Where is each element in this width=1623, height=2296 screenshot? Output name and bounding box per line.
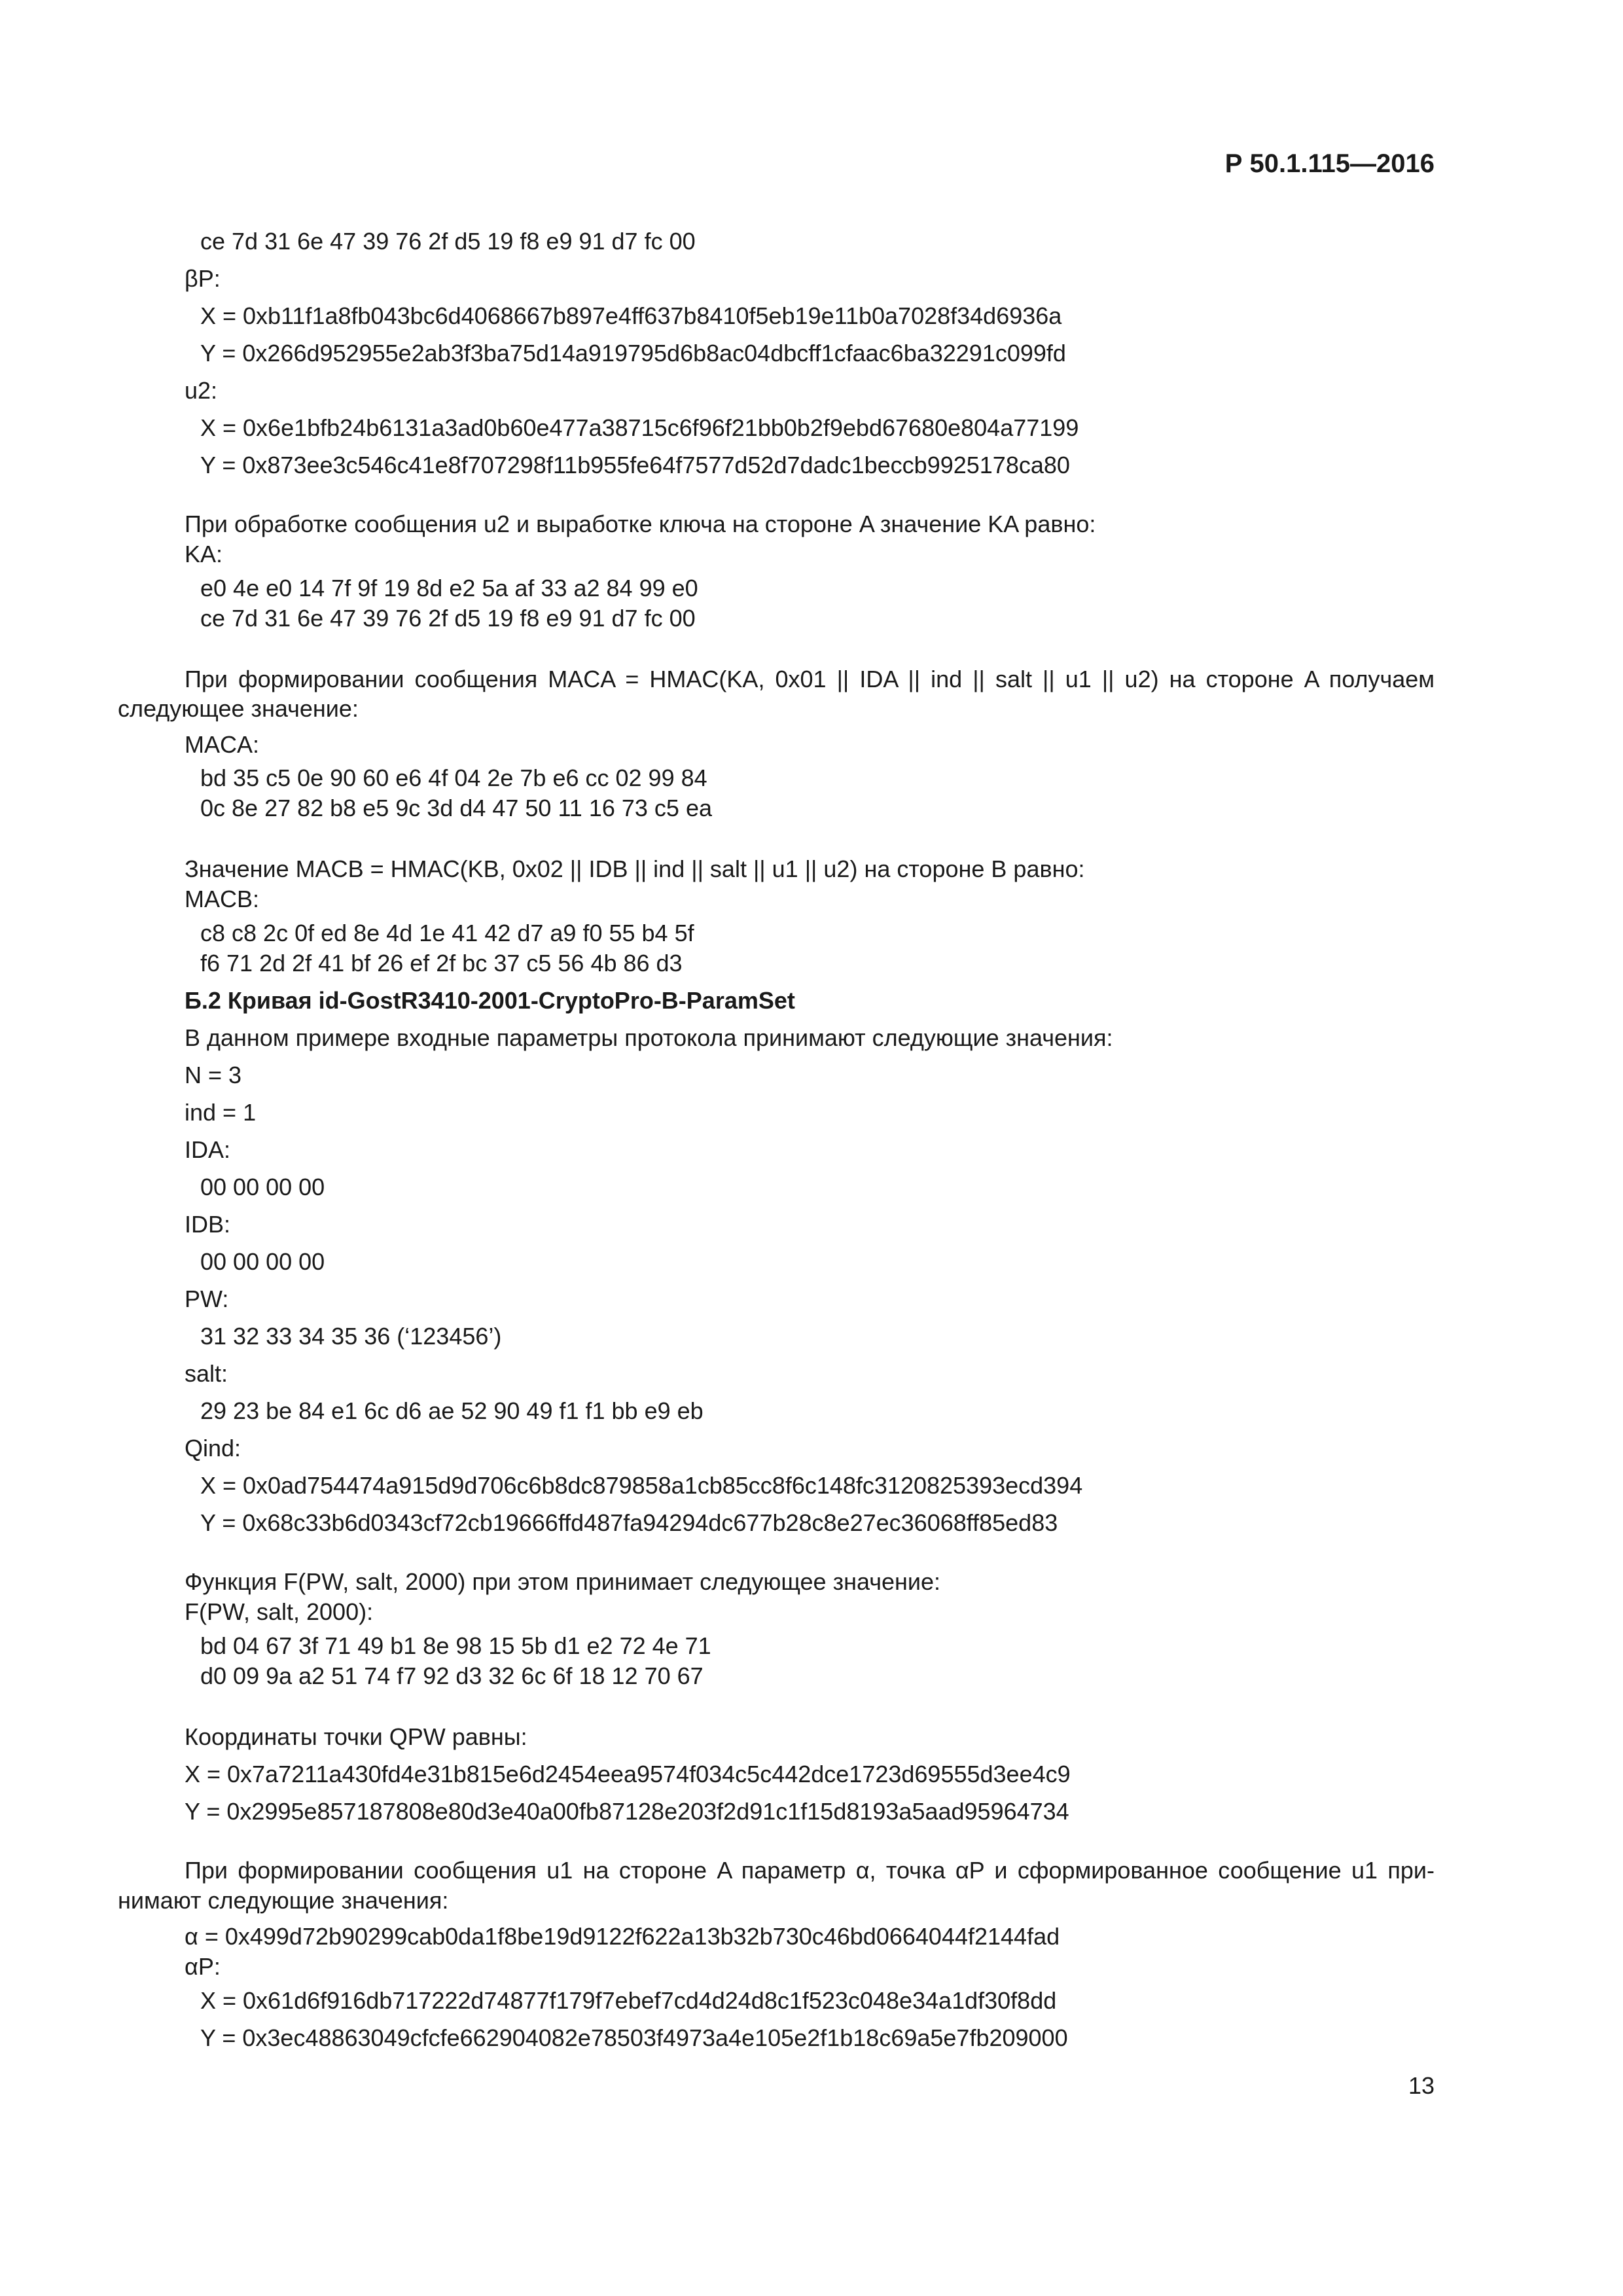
key-hex-continuation: ce 7d 31 6e 47 39 76 2f d5 19 f8 e9 91 d7 fc 00 — [200, 228, 696, 255]
f-hex-line-1: bd 04 67 3f 71 49 b1 8e 98 15 5b d1 e2 72 4e 71 — [200, 1632, 711, 1659]
idb-label: IDB: — [185, 1211, 231, 1238]
ka-hex-line-2: ce 7d 31 6e 47 39 76 2f d5 19 f8 e9 91 d7 fc 00 — [200, 605, 696, 632]
pw-label: PW: — [185, 1285, 229, 1312]
n-value: N = 3 — [185, 1062, 242, 1088]
idb-value: 00 00 00 00 — [200, 1248, 325, 1275]
qpw-intro: Координаты точки QPW равны: — [185, 1723, 527, 1750]
u2-x: X = 0x6e1bfb24b6131a3ad0b60e477a38715c6f96f21bb0b2f9ebd67680e804a77199 — [200, 414, 1079, 441]
macb-intro: Значение MACB = HMAC(KB, 0x02 || IDB || ind || salt || u1 || u2) на стороне B равно: — [185, 855, 1085, 882]
u2-y: Y = 0x873ee3c546c41e8f707298f11b955fe64f7577d52d7dadc1beccb9925178ca80 — [200, 452, 1070, 478]
params-intro: В данном примере входные параметры протокола принимают следующие значения: — [185, 1024, 1113, 1051]
salt-value: 29 23 be 84 e1 6c d6 ae 52 90 49 f1 f1 bb e9 eb — [200, 1397, 704, 1424]
ida-label: IDA: — [185, 1136, 231, 1163]
alpha-p-y: Y = 0x3ec48863049cfcfe662904082e78503f4973a4e105e2f1b18c69a5e7fb209000 — [200, 2024, 1068, 2051]
maca-intro-line-2: следующее значение: — [118, 695, 359, 722]
beta-p-label: βP: — [185, 265, 221, 292]
f-hex-line-2: d0 09 9a a2 51 74 f7 92 d3 32 6c 6f 18 12 70 67 — [200, 1662, 704, 1689]
ka-intro: При обработке сообщения u2 и выработке ключа на стороне A значение KA равно: — [185, 511, 1096, 537]
macb-hex-line-2: f6 71 2d 2f 41 bf 26 ef 2f bc 37 c5 56 4b 86 d3 — [200, 950, 683, 977]
page-number: 13 — [1408, 2072, 1435, 2099]
qind-y: Y = 0x68c33b6d0343cf72cb19666ffd487fa94294dc677b28c8e27ec36068ff85ed83 — [200, 1509, 1058, 1536]
document-number-header: Р 50.1.115—2016 — [1224, 149, 1435, 178]
ka-hex-line-1: e0 4e e0 14 7f 9f 19 8d e2 5a af 33 a2 84 99 e0 — [200, 575, 698, 601]
pw-value: 31 32 33 34 35 36 (‘123456’) — [200, 1323, 502, 1350]
u1-intro-line-2: нимают следующие значения: — [118, 1887, 449, 1914]
macb-hex-line-1: c8 c8 2c 0f ed 8e 4d 1e 41 42 d7 a9 f0 55 b4 5f — [200, 920, 694, 946]
ind-value: ind = 1 — [185, 1099, 257, 1126]
alpha-p-x: X = 0x61d6f916db717222d74877f179f7ebef7cd4d24d8c1f523c048e34a1df30f8dd — [200, 1987, 1057, 2014]
u1-intro-line-1: При формировании сообщения u1 на стороне A параметр α, точка αP и сформированное сообщение u1 при- — [185, 1857, 1435, 1884]
qpw-x: X = 0x7a7211a430fd4e31b815e6d2454eea9574f034c5c442dce1723d69555d3ee4c9 — [185, 1761, 1071, 1787]
qpw-y: Y = 0x2995e857187808e80d3e40a00fb87128e203f2d91c1f15d8193a5aad95964734 — [185, 1798, 1069, 1825]
f-intro: Функция F(PW, salt, 2000) при этом принимает следующее значение: — [185, 1568, 940, 1595]
macb-label: MACB: — [185, 886, 260, 912]
qind-x: X = 0x0ad754474a915d9d706c6b8dc879858a1cb85cc8f6c148fc3120825393ecd394 — [200, 1472, 1083, 1499]
maca-hex-line-1: bd 35 c5 0e 90 60 e6 4f 04 2e 7b e6 cc 02 99 84 — [200, 764, 707, 791]
salt-label: salt: — [185, 1360, 228, 1387]
ida-value: 00 00 00 00 — [200, 1174, 325, 1200]
beta-p-y: Y = 0x266d952955e2ab3f3ba75d14a919795d6b8ac04dbcff1cfaac6ba32291c099fd — [200, 340, 1066, 367]
maca-label: MACA: — [185, 731, 260, 758]
ka-label: KA: — [185, 541, 223, 567]
maca-intro-line-1: При формировании сообщения MACA = HMAC(KA, 0x01 || IDA || ind || salt || u1 || u2) на стороне A получаем — [185, 666, 1435, 692]
section-heading-b2: Б.2 Кривая id-GostR3410-2001-CryptoPro-B-ParamSet — [185, 987, 795, 1014]
alpha-value: α = 0x499d72b90299cab0da1f8be19d9122f622a13b32b730c46bd0664044f2144fad — [185, 1923, 1060, 1950]
beta-p-x: X = 0xb11f1a8fb043bc6d4068667b897e4ff637b8410f5eb19e11b0a7028f34d6936a — [200, 302, 1062, 329]
f-label: F(PW, salt, 2000): — [185, 1598, 374, 1625]
alpha-p-label: αP: — [185, 1953, 221, 1980]
qind-label: Qind: — [185, 1435, 241, 1462]
maca-hex-line-2: 0c 8e 27 82 b8 e5 9c 3d d4 47 50 11 16 73 c5 ea — [200, 795, 712, 821]
u2-label: u2: — [185, 377, 218, 404]
